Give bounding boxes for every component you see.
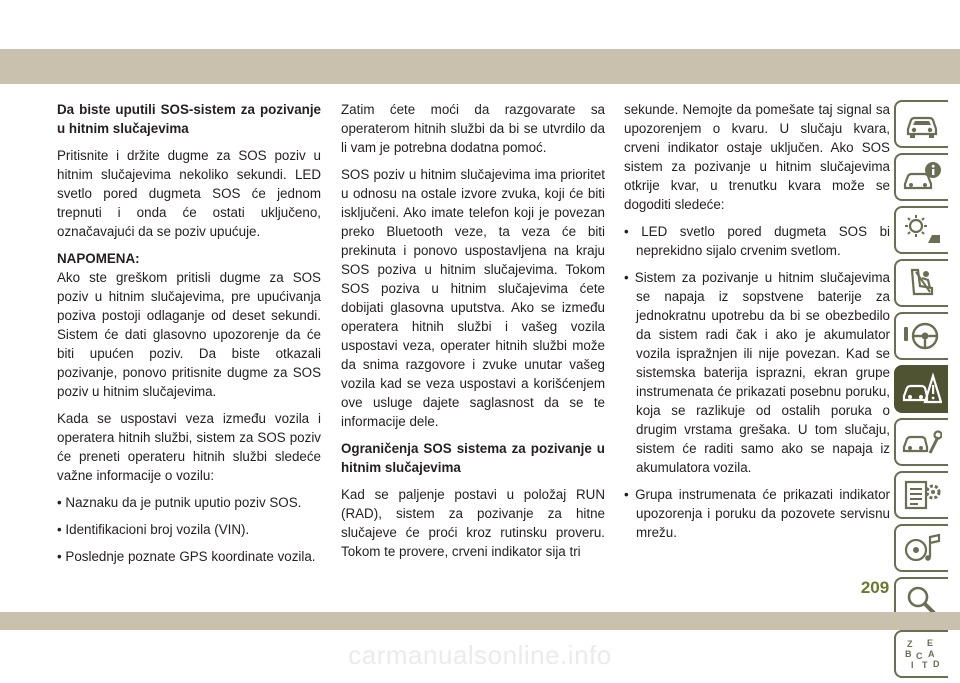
tab-dashboard[interactable] bbox=[894, 206, 948, 254]
seat-safety-icon bbox=[902, 266, 942, 300]
index-letter: I bbox=[911, 660, 914, 670]
steering-wheel-icon bbox=[902, 319, 942, 353]
header-bar bbox=[0, 49, 960, 84]
note-block bbox=[57, 249, 321, 401]
footer-bar bbox=[0, 612, 960, 630]
bullet-item: • Grupa instrumenata će prikazati indikator upozorenja i poruku da pozovete servisnu mrežu. bbox=[624, 487, 890, 540]
watermark: carmanualsonline.info bbox=[348, 640, 612, 670]
bullet-item: • Poslednje poznate GPS koordinate vozila. bbox=[57, 549, 316, 564]
dashboard-lights-icon bbox=[902, 213, 942, 247]
page-number: 209 bbox=[860, 578, 890, 597]
index-letter: Z bbox=[907, 639, 913, 649]
tab-multimedia[interactable] bbox=[894, 524, 948, 572]
index-letter: T bbox=[922, 660, 928, 670]
column-1 bbox=[57, 100, 321, 574]
tab-maintenance[interactable] bbox=[894, 418, 948, 466]
top-margin bbox=[0, 0, 960, 49]
section-heading: Ograničenja SOS sistema za pozivanje u hitnim slučajevima bbox=[341, 441, 605, 475]
specifications-icon bbox=[902, 478, 942, 512]
paragraph: sekunde. Nemojte da pomešate taj signal sa upozorenjem o kvaru. U slučaju kvara, crveni indikator ostaje uključen. Ako SOS sistem za pozivanje u hitnim slučajevima otkrije kvar, u trenutku kvara može se dogoditi sledeće: bbox=[624, 102, 890, 212]
car-maintenance-icon bbox=[902, 425, 942, 459]
bullet-item: • Sistem za pozivanje u hitnim slučajevima se napaja iz sopstvene baterije za jednokratnu upotrebu da bi se obezbedilo da sistem radi čak i ako je akumulator vozila ispražnjen ili nije povezan. Kad se sistemska baterija isprazni, ekran grupe instrumenata će prikazati posebnu poruku, koja se razlikuje od ostalih poruka o drugim vrstama grešaka. U tom slučaju, sistem će raditi samo ako se napaja iz akumulatora vozila. bbox=[624, 270, 890, 475]
paragraph: Kada se uspostavi veza između vozila i operatera hitnih službi, sistem za SOS poziv će preneti operateru hitnih službi sledeće važne informacije o vozilu: bbox=[57, 411, 321, 483]
tab-emergency[interactable] bbox=[894, 365, 948, 413]
bullet-item: • Naznaku da je putnik uputio poziv SOS. bbox=[57, 495, 302, 510]
column-2 bbox=[341, 100, 605, 569]
section-heading: Da biste uputili SOS-sistem za pozivanje u hitnim slučajevima bbox=[57, 102, 321, 136]
tab-vehicle[interactable] bbox=[894, 100, 948, 148]
index-letter: A bbox=[928, 649, 935, 659]
tab-safety[interactable] bbox=[894, 259, 948, 307]
index-letter: C bbox=[916, 651, 923, 661]
tab-specifications[interactable] bbox=[894, 471, 948, 519]
paragraph: SOS poziv u hitnim slučajevima ima prioritet u odnosu na ostale izvore zvuka, koji će biti isključeni. Ako imate telefon koji je povezan preko Bluetooth veze, ta veza će biti prekinuta i ponovo uspostavljena na kraju SOS poziva u hitnim slučajevima. Tokom SOS poziva u hitnim slučajevima ćete dobijati glasovna uputstva. Ako se između operatera hitnih službi i vašeg vozila uspostavi veza, operater hitnih službi može da snima razgovore i zvuke unutar vašeg vozila kad se veza uspostavi a korišćenjem ove usluge dajete saglasnost da se te informacije dele. bbox=[341, 167, 605, 429]
index-letter: D bbox=[933, 659, 940, 669]
multimedia-icon bbox=[902, 531, 942, 565]
paragraph: Pritisnite i držite dugme za SOS poziv u hitnim slučajevima nekoliko sekundi. LED svetlo pored dugmeta SOS će jednom trepnuti i onda će ostati uključeno, označavajući da se poziv upućuje. bbox=[57, 148, 321, 239]
note-text: Ako ste greškom pritisli dugme za SOS poziv u hitnim slučajevima, pre upućivanja poziva postoji odlaganje od deset sekundi. Sistem će dati glasovno upozorenje da će biti upućen poziv. Da biste otkazali pozivanje, ponovo pritisnite dugme za SOS poziv u hitnim slučajevima. bbox=[57, 270, 321, 399]
paragraph: Kad se paljenje postavi u položaj RUN (RAD), sistem za pozivanje za hitne slučajeve će proći kroz rutinsku proveru. Tokom te provere, crveni indikator sija tri bbox=[341, 487, 605, 559]
index-letter: B bbox=[905, 649, 912, 659]
index-letter: E bbox=[927, 638, 934, 648]
chapter-tabs bbox=[894, 100, 952, 683]
bullet-item: • Identifikacioni broj vozila (VIN). bbox=[57, 522, 250, 537]
car-info-icon bbox=[902, 160, 942, 194]
car-emergency-icon bbox=[902, 372, 942, 406]
paragraph: Zatim ćete moći da razgovarate sa operaterom hitnih službi da bi se utvrdilo da li vam je potrebna dodatna pomoć. bbox=[341, 102, 605, 155]
car-icon bbox=[902, 107, 942, 141]
tab-vehicle-info[interactable] bbox=[894, 153, 948, 201]
note-label: NAPOMENA: bbox=[57, 251, 140, 266]
tab-driving[interactable] bbox=[894, 312, 948, 360]
column-3 bbox=[624, 100, 890, 550]
bullet-item: • LED svetlo pored dugmeta SOS bi neprekidno sijalo crvenim svetlom. bbox=[624, 224, 890, 258]
